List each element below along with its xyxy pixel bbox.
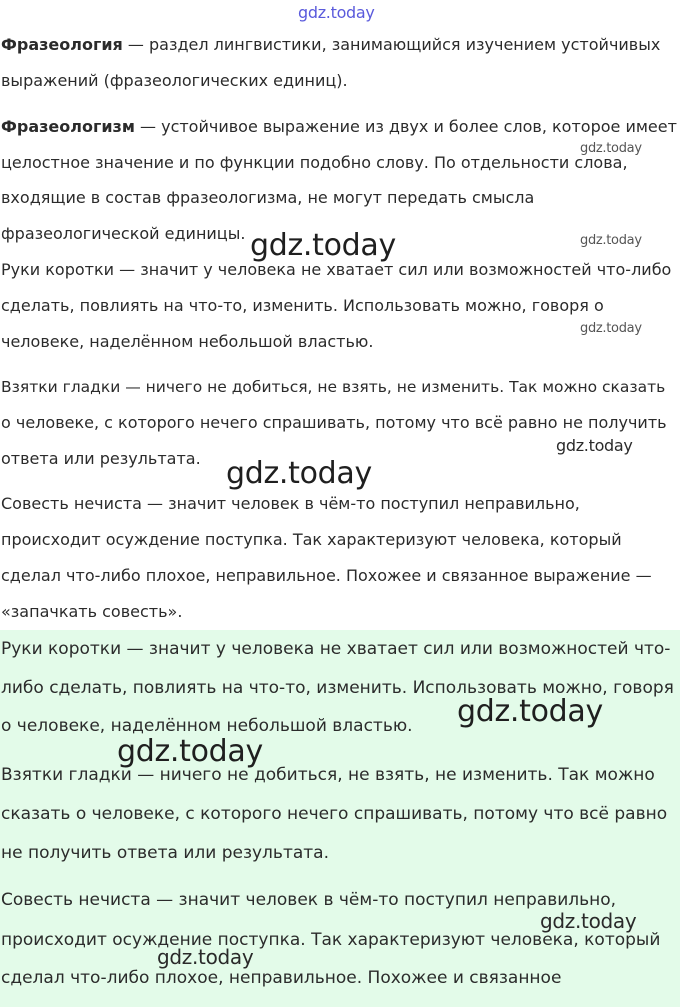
watermark: gdz.today [250, 228, 396, 263]
paragraph-line: происходит осуждение поступка. Так характеризуют человека, который [1, 530, 622, 549]
watermark: gdz.today [117, 734, 263, 769]
paragraph-line: сделал что-либо плохое, неправильное. Похожее и связанное выражение — [1, 566, 652, 585]
definition-text-line: целостное значение и по функции подобно слову. По отдельности слова, [1, 153, 628, 172]
definition-text-line: фразеологической единицы. [1, 224, 246, 243]
definition-text: — устойчивое выражение из двух и более слов, которое имеет [134, 117, 677, 136]
watermark: gdz.today [226, 456, 372, 491]
definition-text-line: входящие в состав фразеологизма, не могут передать смысла [1, 188, 535, 207]
watermark: gdz.today [580, 321, 642, 336]
watermark: gdz.today [157, 945, 254, 969]
paragraph-line: либо сделать, повлиять на что-то, изменить. Использовать можно, говоря [1, 678, 674, 698]
paragraph-line: сделать, повлиять на что-то, изменить. Использовать можно, говоря о [1, 296, 604, 315]
watermark: gdz.today [298, 3, 375, 22]
watermark: gdz.today [457, 694, 603, 729]
term-phraseology: Фразеология [1, 35, 123, 54]
paragraph-line: «запачкать совесть». [1, 602, 183, 621]
paragraph-line: не получить ответа или результата. [1, 843, 329, 863]
definition-text: — раздел лингвистики, занимающийся изучением устойчивых [122, 35, 661, 54]
paragraph-line: ответа или результата. [1, 449, 201, 468]
watermark: gdz.today [540, 909, 637, 933]
watermark: gdz.today [556, 436, 633, 455]
paragraph-line: Взятки гладки — ничего не добиться, не взять, не изменить. Так можно сказать [1, 378, 666, 396]
paragraph-line: происходит осуждение поступка. Так характеризуют человека, который [1, 930, 661, 950]
watermark: gdz.today [580, 141, 642, 156]
paragraph-line: человеке, наделённом небольшой властью. [1, 332, 374, 351]
paragraph-line: Совесть нечиста — значит человек в чём-то поступил неправильно, [1, 494, 580, 513]
paragraph-line: о человеке, с которого нечего спрашивать, потому что всё равно не получить [1, 413, 667, 432]
watermark: gdz.today [580, 233, 642, 248]
term-phraseologism: Фразеологизм [1, 117, 135, 136]
paragraph-line: сказать о человеке, с которого нечего спрашивать, потому что всё равно [1, 804, 668, 824]
definition-text-line: выражений (фразеологических единиц). [1, 71, 348, 90]
paragraph-line: Руки коротки — значит у человека не хватает сил или возможностей что-либо [1, 260, 672, 279]
paragraph-line: о человеке, наделённом небольшой властью. [1, 716, 413, 736]
definition-phraseology [1, 35, 660, 55]
paragraph-line: сделал что-либо плохое, неправильное. Похожее и связанное [1, 968, 562, 988]
paragraph-line: Совесть нечиста — значит человек в чём-то поступил неправильно, [1, 890, 617, 910]
definition-phraseologism [1, 117, 677, 137]
paragraph-line: Руки коротки — значит у человека не хватает сил или возможностей что- [1, 639, 671, 659]
paragraph-line: Взятки гладки — ничего не добиться, не взять, не изменить. Так можно [1, 765, 655, 785]
